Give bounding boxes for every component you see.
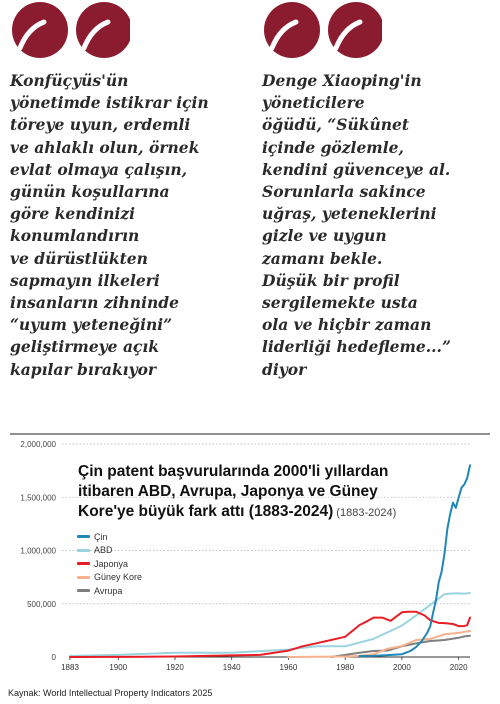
quote-line: insanların zihninde bbox=[10, 293, 179, 313]
legend-label: ABD bbox=[94, 545, 113, 556]
quote-line: yöneticilere bbox=[262, 93, 365, 113]
quote-right bbox=[262, 0, 497, 381]
quote-line: liderliği hedefleme...” bbox=[262, 337, 451, 357]
x-tick-label: 2020 bbox=[449, 663, 468, 672]
chart-subtitle: (1883-2024) bbox=[333, 507, 397, 519]
quote-marks bbox=[262, 0, 497, 70]
quote-marks bbox=[10, 0, 245, 70]
quote-line: göre kendinizi bbox=[10, 204, 136, 224]
quote-line: evlat olmaya çalışın, bbox=[10, 159, 188, 179]
legend-swatch bbox=[77, 549, 90, 552]
chart-title-line bbox=[78, 482, 458, 502]
x-tick-label: 1960 bbox=[279, 663, 298, 672]
legend-label: Çin bbox=[94, 531, 108, 542]
x-tick-label: 1900 bbox=[109, 663, 128, 672]
x-tick-label: 1940 bbox=[222, 663, 241, 672]
y-tick-label: 0 bbox=[51, 653, 56, 662]
quote-line: yönetimde istikrar için bbox=[10, 93, 209, 113]
x-tick-label: 1980 bbox=[336, 663, 355, 672]
chart-legend bbox=[77, 530, 142, 598]
quote-line: sergilemekte usta bbox=[262, 293, 418, 313]
quote-line: Denge Xiaoping'in bbox=[262, 71, 422, 90]
legend-label: Avrupa bbox=[94, 585, 123, 596]
legend-label: Güney Kore bbox=[94, 572, 143, 583]
legend-swatch bbox=[77, 576, 90, 579]
quote-left bbox=[10, 0, 245, 381]
quote-line: ve dürüstlükten bbox=[10, 248, 148, 268]
chart-title-text: Çin patent başvurularında 2000'li yıllardan bbox=[78, 463, 389, 480]
x-tick-label: 1920 bbox=[166, 663, 184, 672]
quote-line: ve ahlaklı olun, örnek bbox=[10, 137, 200, 157]
quote-line: kapılar bırakıyor bbox=[10, 359, 157, 379]
patent-chart bbox=[0, 432, 500, 704]
x-tick-label: 2000 bbox=[393, 663, 411, 672]
quote-left-text bbox=[10, 70, 245, 381]
chart-title-line bbox=[78, 462, 458, 482]
legend-item bbox=[77, 530, 142, 544]
quote-line: uğraş, yeteneklerini bbox=[262, 204, 437, 224]
quote-line: diyor bbox=[262, 359, 307, 379]
y-tick-label: 2,000,000 bbox=[20, 440, 56, 449]
quote-right-text bbox=[262, 70, 497, 381]
quote-mark-icon bbox=[262, 0, 382, 70]
quote-line: ola ve hiçbir zaman bbox=[262, 315, 432, 335]
quote-line: gizle ve uygun bbox=[262, 226, 387, 246]
quote-line: zamanı bekle. bbox=[262, 248, 383, 268]
quote-line: Sorunlarla sakince bbox=[262, 182, 426, 202]
y-tick-label: 1,500,000 bbox=[20, 493, 56, 503]
legend-item bbox=[77, 571, 142, 585]
chart-title bbox=[78, 462, 458, 523]
y-tick-label: 500,000 bbox=[27, 599, 56, 609]
quote-line: Konfüçyüs'ün bbox=[10, 71, 129, 90]
chart-title-text: Kore'ye büyük fark attı (1883-2024) bbox=[78, 503, 334, 520]
legend-label: Japonya bbox=[94, 558, 129, 569]
quote-line: öğüdü, “Sükûnet bbox=[262, 115, 410, 135]
y-tick-label: 1,000,000 bbox=[20, 546, 56, 556]
chart-title-line bbox=[78, 502, 458, 523]
legend-swatch bbox=[77, 535, 90, 538]
quote-line: günün koşullarına bbox=[10, 182, 170, 202]
quote-line: sapmayın ilkeleri bbox=[10, 270, 160, 290]
quote-mark-icon bbox=[10, 0, 130, 70]
legend-swatch bbox=[77, 589, 90, 592]
quote-line: “uyum yeteneğini” bbox=[10, 315, 173, 335]
series-line-abd bbox=[70, 593, 470, 656]
quote-line: kendini güvenceye al. bbox=[262, 159, 451, 179]
quote-line: içinde gözlemle, bbox=[262, 137, 404, 157]
legend-item bbox=[77, 557, 142, 571]
x-tick-label: 1883 bbox=[61, 663, 79, 672]
legend-swatch bbox=[77, 562, 90, 565]
legend-item bbox=[77, 544, 142, 558]
quote-line: geliştirmeye açık bbox=[10, 337, 160, 357]
legend-item bbox=[77, 584, 142, 598]
source-note: Kaynak: World Intellectual Property Indicators 2025 bbox=[8, 688, 213, 698]
chart-title-text: itibaren ABD, Avrupa, Japonya ve Güney bbox=[78, 483, 378, 500]
quote-line: töreye uyun, erdemli bbox=[10, 115, 191, 135]
quote-line: Düşük bir profil bbox=[262, 270, 400, 290]
quote-line: konumlandırın bbox=[10, 226, 140, 246]
